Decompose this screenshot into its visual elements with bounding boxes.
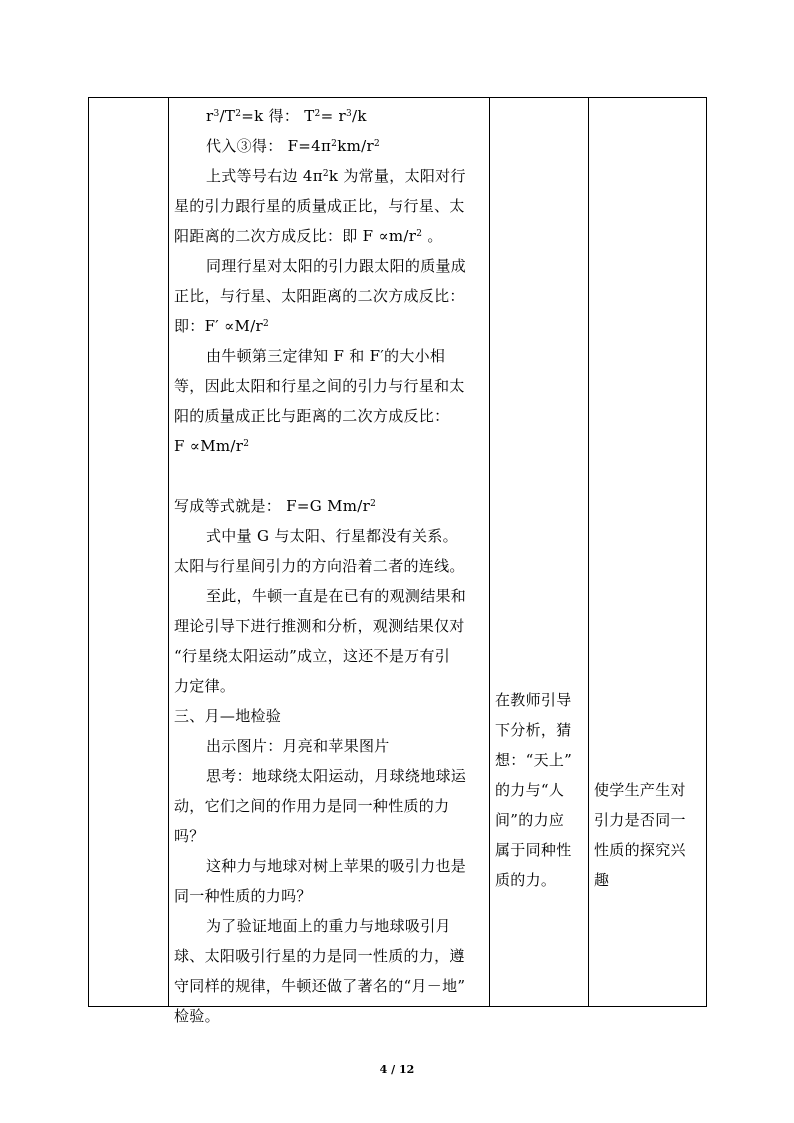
student-activity-column (495, 685, 585, 895)
column-divider (168, 98, 169, 1006)
text-line: 即：$F' \propto M/r^2$ (174, 317, 270, 335)
text-line: 动，它们之间的作用力是同一种性质的力 (174, 797, 450, 815)
page-number: 4 / 12 (379, 1063, 415, 1076)
text-line: 式中量 G 与太阳、行星都没有关系。 (206, 527, 458, 545)
intent-text-line: 性质的探究兴 (594, 841, 686, 859)
column-divider (588, 98, 589, 1006)
intent-text-line: 使学生产生对 (594, 781, 686, 799)
text-line: 吗？ (174, 827, 205, 845)
text-line: 同一种性质的力吗？ (174, 887, 312, 905)
design-intent-column (594, 775, 694, 895)
student-text-line: 属于同种性 (495, 841, 572, 859)
student-text-line: 质的力。 (495, 871, 557, 889)
text-line: 星的引力跟行星的质量成正比，与行星、太 (174, 197, 465, 215)
blank-line (174, 461, 486, 491)
text-line: 这种力与地球对树上苹果的吸引力也是 (206, 857, 467, 875)
student-text-line: 的力与“人 (495, 781, 565, 799)
text-line: 至此，牛顿一直是在已有的观测结果和 (206, 587, 467, 605)
text-line: 写成等式就是： F=G $Mm/r^2$ (174, 497, 377, 515)
student-text-line: 间”的力应 (495, 811, 565, 829)
text-line: 阳距离的二次方成反比：即 $F \propto m/r^2$ 。 (174, 227, 443, 245)
text-line: 出示图片：月亮和苹果图片 (206, 737, 390, 755)
intent-text-line: 趣 (594, 871, 610, 889)
student-text-line: 想：“天上” (495, 751, 573, 769)
text-line: $r^3/T^2=k$ 得： $T^2= r^3/k$ (206, 107, 367, 125)
text-line: 球、太阳吸引行星的力是同一性质的力，遵 (174, 947, 465, 965)
student-text-line: 在教师引导 (495, 691, 572, 709)
text-line: 由牛顿第三定律知 F 和 F′的大小相 (206, 347, 446, 365)
text-line: 思考：地球绕太阳运动，月球绕地球运 (206, 767, 467, 785)
text-line: “行星绕太阳运动”成立，这还不是万有引 (174, 647, 451, 665)
text-line: 检验。 (174, 1007, 220, 1025)
text-line: 太阳与行星间引力的方向沿着二者的连线。 (174, 557, 465, 575)
text-line: 正比，与行星、太阳距离的二次方成反比： (174, 287, 465, 305)
lesson-table (88, 97, 707, 1025)
text-line: 力定律。 (174, 677, 236, 695)
intent-text-line: 引力是否同一 (594, 811, 686, 829)
text-line: 等，因此太阳和行星之间的引力与行星和太 (174, 377, 465, 395)
column-divider (489, 98, 490, 1006)
teacher-activity-column (174, 101, 486, 1031)
text-line: 守同样的规律，牛顿还做了著名的“月－地” (174, 977, 466, 995)
text-line: 同理行星对太阳的引力跟太阳的质量成 (206, 257, 467, 275)
text-line: 为了验证地面上的重力与地球吸引月 (206, 917, 451, 935)
text-line: 代入③得： $F=4\pi^2km/r^2$ (206, 137, 380, 155)
student-text-line: 下分析，猜 (495, 721, 572, 739)
text-line: 阳的质量成正比与距离的二次方成反比： (174, 407, 450, 425)
text-line: 理论引导下进行推测和分析，观测结果仅对 (174, 617, 465, 635)
text-line: $F \propto Mm/r^2$ (174, 437, 250, 455)
text-line: 上式等号右边 $4\pi^2k$ 为常量，太阳对行 (206, 167, 466, 185)
text-line: 三、月—地检验 (174, 707, 282, 725)
